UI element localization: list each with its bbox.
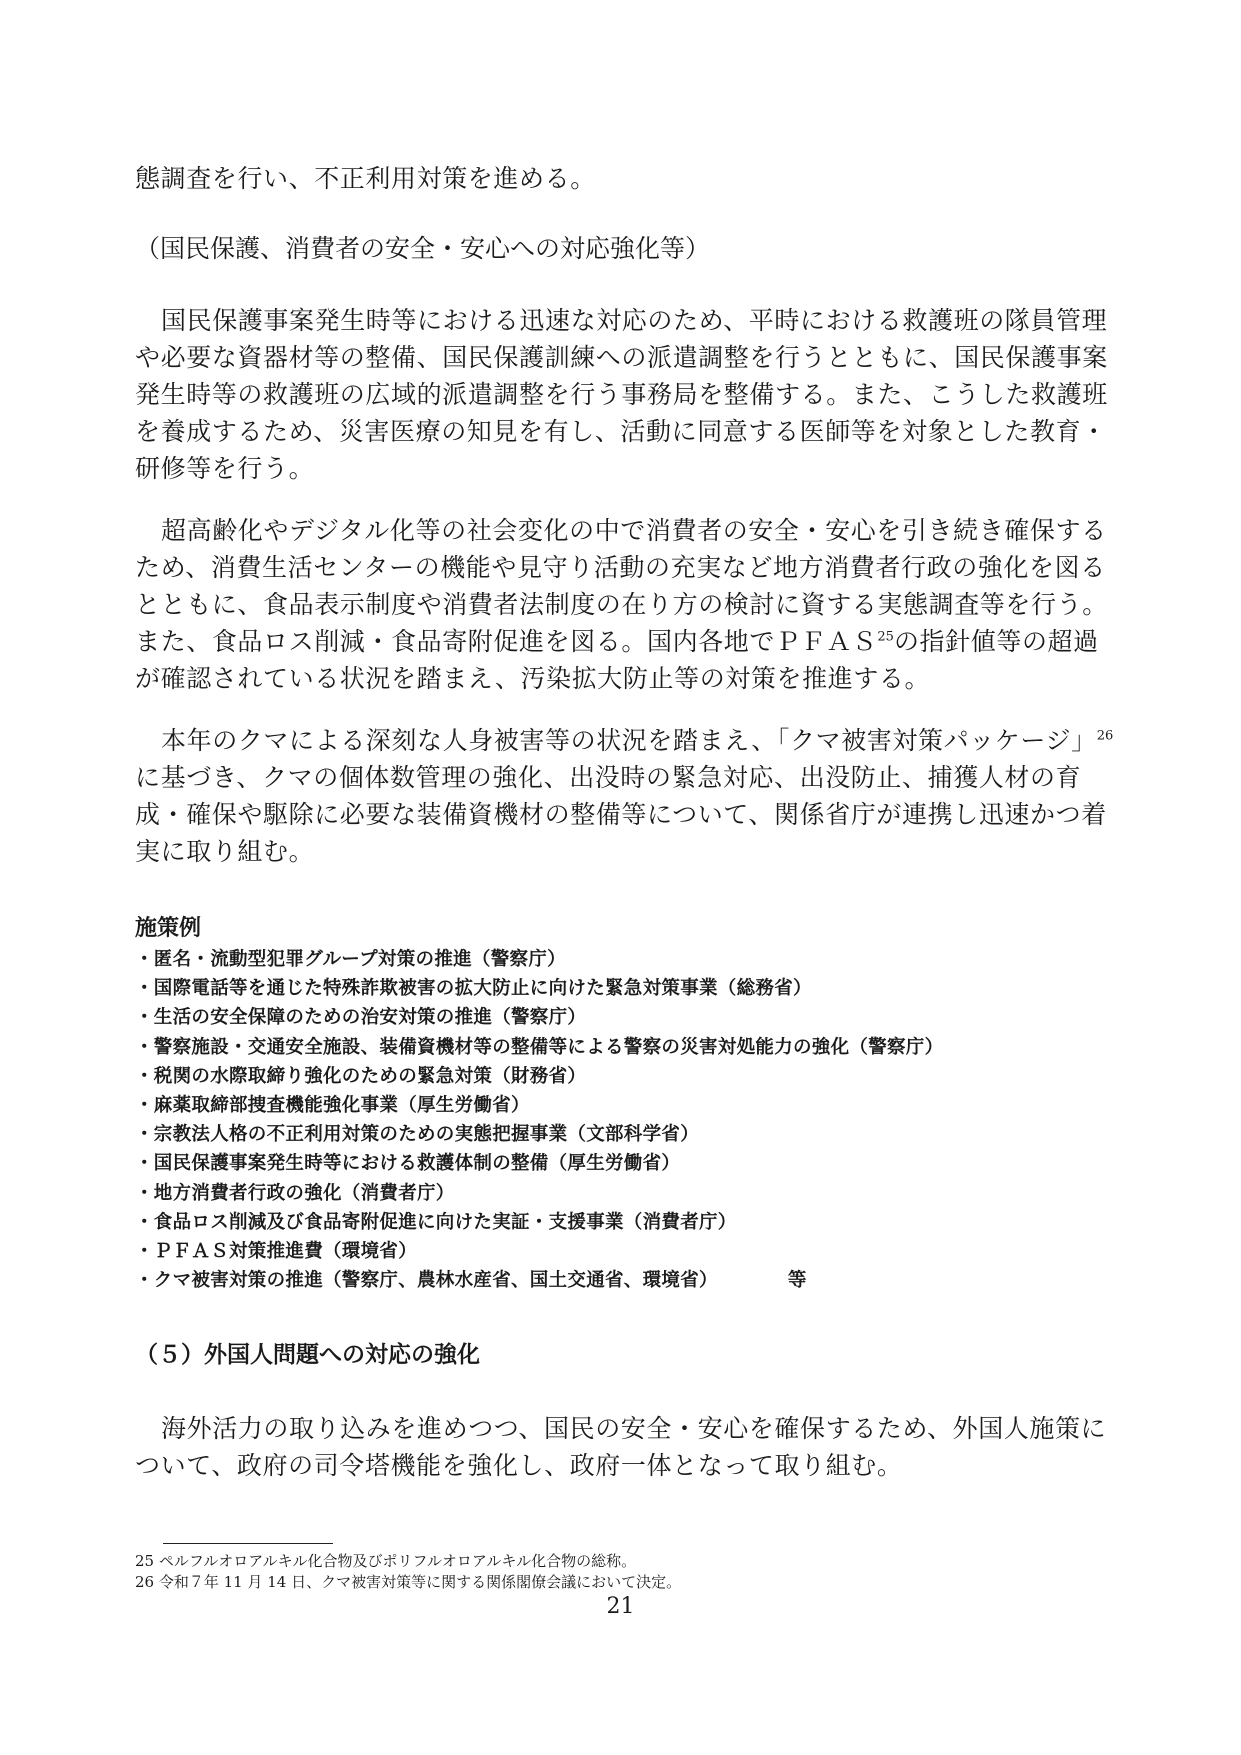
examples-title: 施策例 xyxy=(135,916,202,941)
list-item: ・ＰＦＡＳ対策推進費（環境省） xyxy=(135,1241,418,1263)
list-item: ・生活の安全保障のための治安対策の推進（警察庁） xyxy=(135,1007,587,1029)
footnote-reference-25[interactable]: 25 xyxy=(877,629,894,645)
subsection-heading: （国民保護、消費者の安全・安心への対応強化等） xyxy=(135,234,711,263)
footnotes xyxy=(135,1551,681,1593)
list-item: ・警察施設・交通安全施設、装備資機材等の整備等による警察の災害対処能力の強化（警察庁） xyxy=(135,1036,944,1058)
footnote-number: 26 xyxy=(135,1573,155,1591)
etc-marker: 等 xyxy=(787,1270,807,1292)
footnote-25 xyxy=(135,1551,681,1572)
paragraph-civil-protection: 国民保護事案発生時等における迅速な対応のため、平時における救護班の隊員管理や必要な資器材等の整備、国民保護訓練への派遣調整を行うとともに、国民保護事案発生時等の救護班の広域的派遣調整を行う事務局を整備する。また、こうした救護班を養成するため、災害医療の知見を有し、活動に同意する医師等を対象とした教育・研修等を行う。 xyxy=(135,306,1108,483)
footnote-divider xyxy=(163,1543,333,1544)
list-item: ・国際電話等を通じた特殊詐欺被害の拡大防止に向けた緊急対策事業（総務省） xyxy=(135,978,812,1000)
list-item: ・宗教法人格の不正利用対策のための実態把握事業（文部科学省） xyxy=(135,1124,700,1146)
footnote-number: 25 xyxy=(135,1552,155,1570)
list-item: ・麻薬取締部捜査機能強化事業（厚生労働省） xyxy=(135,1095,530,1117)
paragraph-text: に基づき、クマの個体数管理の強化、出没時の緊急対応、出没防止、捕獲人材の育成・確保や駆除に必要な装備資機材の整備等について、関係省庁が連携し迅速かつ着実に取り組む。 xyxy=(135,763,1107,866)
footnote-text: 令和７年 11 月 14 日、クマ被害対策等に関する関係閣僚会議において決定。 xyxy=(158,1573,682,1591)
footnote-text: ペルフルオロアルキル化合物及びポリフルオロアルキル化合物の総称。 xyxy=(158,1552,637,1570)
paragraph-continuation: 態調査を行い、不正利用対策を進める。 xyxy=(135,164,596,193)
footnote-26 xyxy=(135,1572,681,1593)
paragraph-text: 超高齢化やデジタル化等の社会変化の中で消費者の安全・安心を引き続き確保するため、消費生活センターの機能や見守り活動の充実など地方消費者行政の強化を図るとともに、食品表示制度や消費者法制度の在り方の検討に資する実態調査等を行う。また、食品ロス削減・食品寄附促進を図る。国内各地でＰＦＡＳ xyxy=(135,516,1108,656)
footnote-reference-26[interactable]: 26 xyxy=(1096,728,1114,744)
paragraph-text: 本年のクマによる深刻な人身被害等の状況を踏まえ、「クマ被害対策パッケージ」 xyxy=(161,726,1097,755)
paragraph-bear-damage xyxy=(135,722,1115,870)
list-item: ・地方消費者行政の強化（消費者庁） xyxy=(135,1182,455,1204)
list-item: ・匿名・流動型犯罪グループ対策の推進（警察庁） xyxy=(135,949,566,970)
list-item: ・食品ロス削減及び食品寄附促進に向けた実証・支援事業（消費者庁） xyxy=(135,1211,737,1233)
list-item: ・国民保護事案発生時等における救護体制の整備（厚生労働省） xyxy=(135,1153,681,1175)
paragraph-text: の指針値等の超過が確認されている状況を踏まえ、汚染拡大防止等の対策を推進する。 xyxy=(135,627,1099,693)
section-heading: （５）外国人問題への対応の強化 xyxy=(135,1342,480,1368)
page-number: 21 xyxy=(606,1594,635,1619)
list-item-text: ・クマ被害対策の推進（警察庁、農林水産省、国土交通省、環境省） xyxy=(135,1270,718,1292)
examples-list xyxy=(135,945,943,1295)
list-item-last xyxy=(135,1266,943,1295)
paragraph-consumer-safety xyxy=(135,512,1115,697)
paragraph-foreigner-policy: 海外活力の取り込みを進めつつ、国民の安全・安心を確保するため、外国人施策について、政府の司令塔機能を強化し、政府一体となって取り組む。 xyxy=(135,1414,1107,1480)
list-item: ・税関の水際取締り強化のための緊急対策（財務省） xyxy=(135,1065,587,1087)
